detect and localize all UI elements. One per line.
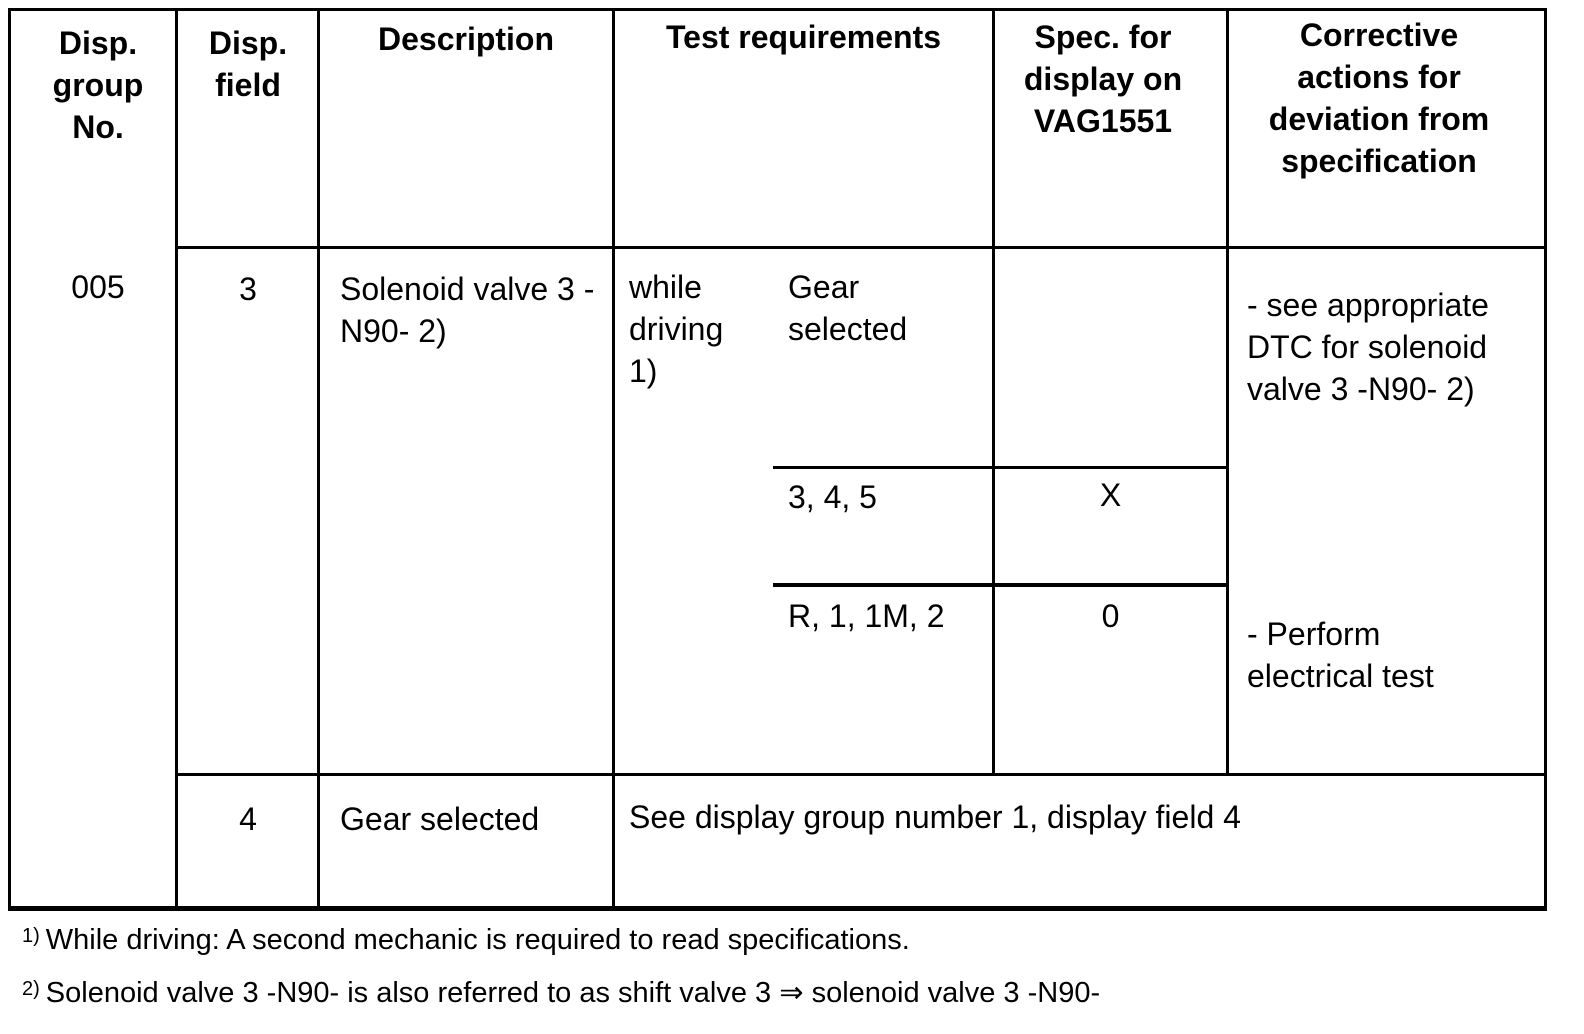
description-text: Gear selected — [340, 801, 540, 837]
col-divider-4 — [992, 8, 995, 775]
header-divider — [175, 246, 1547, 249]
row-divider — [175, 773, 1547, 776]
footnote-mark: 1) — [22, 925, 40, 947]
field-number: 3 — [239, 271, 257, 307]
group-number: 005 — [71, 269, 125, 305]
header-test-requirements: Test requirements — [665, 19, 942, 55]
subrow-divider-2 — [773, 583, 1229, 587]
footnote-mark: 2) — [22, 978, 40, 1000]
header-description: Description — [377, 21, 555, 57]
table-border-left — [8, 8, 11, 911]
description-text: Solenoid valve 3 -N90- 2) — [340, 271, 595, 349]
field-number: 4 — [239, 801, 257, 837]
test-condition: while driving 1) — [629, 269, 724, 389]
footnote-1 — [22, 922, 910, 958]
header-group-no: Disp. group No. — [52, 25, 144, 145]
corrective-action-electrical: - Perform electrical test — [1247, 616, 1434, 694]
corrective-action-dtc: - see appropriate DTC for solenoid valve 3 -N90- 2) — [1247, 287, 1489, 407]
subrow-divider-1 — [773, 466, 1229, 469]
col-divider-5 — [1226, 8, 1229, 775]
reference-note: See display group number 1, display field 4 — [629, 799, 1241, 835]
footnote-text: While driving: A second mechanic is required to read specifications. — [45, 924, 910, 956]
header-field: Disp. field — [208, 25, 288, 103]
spec-value: X — [1099, 477, 1122, 513]
spec-table — [8, 8, 1547, 912]
header-spec: Spec. for display on VAG1551 — [1023, 19, 1183, 139]
table-border-bottom — [8, 906, 1547, 911]
gear-selected-header: Gear selected — [788, 269, 908, 347]
footnote-text: Solenoid valve 3 -N90- is also referred to as shift valve 3 ⇒ solenoid valve 3 -N90- — [45, 977, 1101, 1009]
gear-value: R, 1, 1M, 2 — [788, 598, 945, 634]
gear-value: 3, 4, 5 — [788, 479, 877, 515]
table-border-top — [8, 8, 1547, 11]
spec-value: 0 — [1101, 598, 1120, 634]
header-corrective-actions: Corrective actions for deviation from specification — [1268, 17, 1490, 179]
footnote-2 — [22, 975, 1100, 1011]
